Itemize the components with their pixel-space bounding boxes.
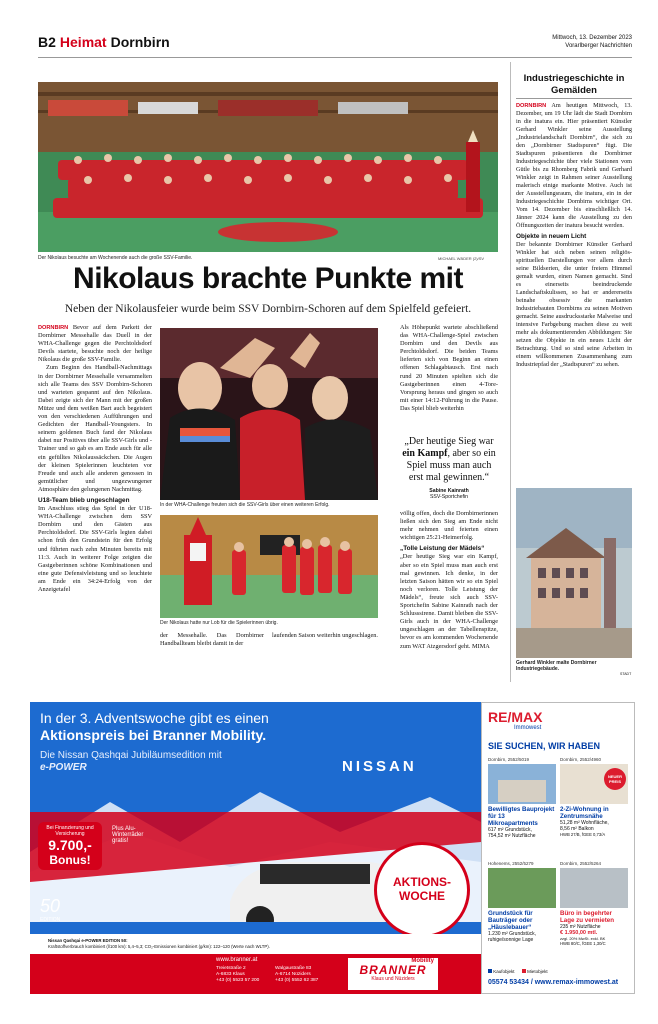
section-title <box>38 34 170 50</box>
listing-card[interactable]: Hohenems, 2552/5279 Grundstück für Bauträger oder „Häuslebauer“ 1.230 m² Grundstück, ruhige/sonnige Lage <box>488 861 556 943</box>
article-paragraph: Als Höhepunkt wartete abschließend das WHA-Challenge-Spiel zwischen Dornbirn und den Devils aus Perchtoldsdorf. Die beiden Teams lieferten sich von Beginn an einen offenen Schlagabtausch. Erst nach rund 20 Minuten spielten sich die Gastgeberinnen einen 4-Tore-Vorsprung heraus und gingen so auch mit einer 14:12-Führung in die Pause. Das Spiel blieb weiterhin <box>400 324 498 412</box>
listing-card[interactable]: Dornbirn, 2552/5019 Bewilligtes Bauprojekt für 13 Mikroapartments 617 m² Grundstück, 754,52 m² Nutzfläche <box>488 757 555 839</box>
remax-logo: RE/MAX Immowest <box>488 709 543 731</box>
article-subheading: „Tolle Leistung der Mädels“ <box>400 545 485 553</box>
dealer-address-1: Treietstraße 2 A-6833 Klaus +43 (0) 5523 57 200 <box>216 966 260 983</box>
anniversary-mark: 50 EDITION <box>40 896 61 923</box>
header-rule <box>38 57 632 58</box>
plus-offer: Plus Alu-Winterräder gratis! <box>112 826 144 844</box>
quote-author: Sabine Kainrath <box>429 488 469 494</box>
sidebar-painting <box>516 488 632 658</box>
photo-nikolaus <box>160 515 378 618</box>
sidebar-dateline: DORNBIRN <box>516 103 547 109</box>
remax-ad[interactable] <box>481 702 635 994</box>
dateline: DORNBIRN <box>38 325 69 331</box>
sidebar-paragraph: Der bekannte Dornbirner Künstler Gerhard Winkler hat sich neben seinen religiös-spirituellen Darstellungen vor allem durch seine Bildserien, die unter freiem Himmel gemalt wurden, einen Namen gemacht. Sind es einerseits beeindruckende Landschaftskulissen, so hat er andererseits beinahe obsessiv die markanten Industriebauten Dornbirns zu seinen Motiven gemacht. Seine ausdrucksstarke Malweise und intensive Farbgebung machen diese zu weit mehr als dokumentierenden Abbildungen: Sie setzen die Objekte in ein neues Licht der Betrachtung. Und so sind seine Arbeiten in einem willkommenen Zusammenhang zum Industriepfad der „Stadtspuren“ zu sehen. <box>516 241 632 368</box>
buy-legend-icon <box>488 969 492 973</box>
paper-name: Vorarlberger Nachrichten <box>565 43 632 49</box>
fine-print: Nissan Qashqai e-POWER EDITION 50: Kraftstoffverbrauch kombiniert (l/100 km): 5,4–5,3; CO₂-Emissionen kombiniert (g/km): 122–120 (Werte nach WLTP). <box>48 938 270 949</box>
subheadline: Neben der Nikolausfeier wurde beim SSV Dornbirn-Schoren auf dem Spielfeld gefeiert. <box>64 303 472 315</box>
main-photo <box>38 82 498 252</box>
rent-legend-icon <box>522 969 526 973</box>
article-column-4 <box>400 324 498 413</box>
new-price-badge: NEUER PREIS <box>604 768 626 790</box>
article-paragraph: laufenden Saison weiterhin ungeschlagen. <box>272 632 378 639</box>
page-number: B2 <box>38 34 56 50</box>
remax-heading: SIE SUCHEN, WIR HABEN <box>488 741 601 751</box>
aktionswoche-badge: AKTIONS- WOCHE <box>374 842 470 938</box>
sidebar-photo-credit: STADT <box>620 672 632 676</box>
listing-photo <box>488 868 556 908</box>
article-paragraph: Bevor auf dem Parkett der Dornbirner Messehalle das Duell in der WHA-Challenge gegen die Perchtoldsdorf Devils startete, besuchte noch der heilige Nikolaus die große SSV-Familie. <box>38 324 152 364</box>
sidebar-rule <box>510 62 511 682</box>
page-header <box>38 34 632 56</box>
sidebar-photo-caption: Gerhard Winkler malte Dornbirner Industriegebäude. <box>516 660 597 672</box>
article-paragraph: Im Anschluss stieg das Spiel in der U18-WHA-Challenge zwischen dem SSV Dornbirn und den Gästen aus Perchtoldsdorf. Die SSV-Girls legten dabei schon früh den Grundstein für den Erfolg und führten nach zehn Minuten bereits mit 11:3. Auch in weiterer Folge zeigten die Gastgeberinnen schöne Kombinationen und eine gute Defensivleistung und so leuchtete am Ende ein 34:24-Erfolg von der Anzeigetafel <box>38 505 152 593</box>
article-column-2 <box>160 632 264 648</box>
remax-contact[interactable]: 05574 53434 / www.remax-immowest.at <box>488 979 619 986</box>
listing-photo <box>560 868 628 908</box>
listing-card[interactable]: Dornbirn, 2552/4960 NEUER PREIS 2-Zi-Wohnung in Zentrumsnähe 51,28 m² Wohnfläche, 8,56 m² Balkon HWB 27/B, fGEE 0,73/A <box>560 757 628 837</box>
nissan-ad[interactable] <box>30 702 481 994</box>
pull-quote <box>400 436 498 500</box>
sidebar-title-rule <box>516 98 632 99</box>
nissan-logo: NISSAN <box>342 758 417 775</box>
quote-text: „Der heutige Sieg war ein Kampf, aber so ein Spiel muss man auch erst mal gewinnen.“ <box>402 436 496 483</box>
main-photo-group <box>38 82 498 252</box>
photo-celebration-group <box>160 328 378 500</box>
main-photo-caption: Der Nikolaus besuchte am Wochenende auch die große SSV-Familie. <box>38 255 193 261</box>
sidebar-subheading: Objekte in neuem Licht <box>516 233 587 240</box>
photo-nikolaus-caption: Der Nikolaus hatte nur Lob für die Spielerinnen übrig. <box>160 620 278 626</box>
photo-nikolaus-group <box>160 515 378 618</box>
sidebar-body <box>516 102 632 369</box>
article-paragraph: „Der heutige Sieg war ein Kampf, aber so ein Spiel muss man auch erst mal gewinnen. Ich denke, in der letzten Saison hätten wir so ein Spiel noch verloren. Tolle Leistung der Mädels“, freute sich auch SSV-Sportchefin Sabine Kainrath nach der Schlusssirene. Damit bleiben die SSV-Girls auch in der WHA-Challenge ungeschlagen an der Tabellenspitze, bevor es am kommenden Wochenende zum WAT Atzgersdorf geht. MIMA <box>400 553 498 650</box>
sidebar-photo-group <box>516 488 632 658</box>
header-meta <box>552 34 632 50</box>
section-name: Heimat <box>59 34 107 50</box>
article-paragraph: der Messehalle. Das Dornbirner Handballteam bleibt damit in der <box>160 632 264 648</box>
listing-photo <box>488 764 556 804</box>
ad-footer <box>30 934 481 994</box>
bonus-badge: Bei Finanzierung und Versicherung 9.700,- Bonus! <box>38 822 102 870</box>
dealer-url[interactable]: www.branner.at <box>216 957 258 963</box>
town-name: Dornbirn <box>110 34 170 50</box>
remax-legend: Kaufobjekt Mietobjekt <box>488 969 548 974</box>
photo-celebration-caption: In der WHA-Challenge freuten sich die SSV-Girls über einen weiteren Erfolg. <box>160 502 330 508</box>
branner-logo: Mobility BRANNER Klaus und Nüziders <box>348 958 438 990</box>
ad-contact-bar <box>30 954 481 994</box>
ad-subline: Die Nissan Qashqai Jubiläumsedition mit e-POWER <box>40 750 222 773</box>
sidebar-title: Industriegeschichte in Gemälden <box>523 73 625 96</box>
article-subheading: U18-Team blieb ungeschlagen <box>38 496 130 504</box>
article-column-4-continued <box>400 510 498 651</box>
photo-celebration <box>160 328 378 500</box>
headline: Nikolaus brachte Punkte mit <box>73 262 463 295</box>
article-paragraph: völlig offen, doch die Dornbirnerinnen ließen sich den Sieg am Ende nicht mehr nehmen und feierten einen wichtigen 25:21-Heimerfolg. <box>400 510 498 542</box>
article-paragraph: Zum Beginn des Handball-Nachmittags in der Dornbirner Messehalle versammelten sich alle Teams des SSV Dornbirn-Schoren und warteten gespannt auf den Nikolaus. Dabei zeigte sich der Mann mit der großen Mütze und dem weißen Bart auch begeistert von den verschiedenen Aufführungen und Gedichten der Handball-Youngsters. In seinem goldenen Buch fand der Nikolaus dabei nur Positives über alle SSV-Girls und -Trainer und so gab es am Ende auch für alle ein gefülltes Nikolaussäckchen. Die Augen der kleinen Spielerinnen leuchteten vor Freude und auch alle anderen genossen in gemütlicher und ungezwungener Atmosphäre den gelungenen Nachmittag. <box>38 364 152 493</box>
sidebar-paragraph: Am heutigen Mittwoch, 13. Dezember, um 19 Uhr lädt die Stadt Dornbirn in die inatura ein. Hier präsentiert Künstler Gerhard Winkler seine Ausstellung „Industrielandschaft Dornbirn“, die sich zu den „Dornbirner Stadtspuren“ fügt. Die Stadtspuren präsentieren die Dornbirner Industriegeschichte über viele Stationen vom Gütle bis zu Rhomberg Fabrik und Gerhard Winkler zeigt in Rahmen seiner Ausstellung malerisch einige markante Motive. Auch ist der Ausstellungsraum, die inatura, ein in der Industriegeschichte Dornbirns wichtiger Ort. Vom 14. Dezember bis einschließlich 14. Jänner 2024 kann die Ausstellung zu den Öffnungszeiten der inatura besucht werden. <box>516 102 632 229</box>
dealer-address-2: Walgaustraße 83 A-6714 Nüziders +43 (0) 5552 62 387 <box>275 966 319 983</box>
main-photo-credit: MICHAEL WÄDER (2)/SV <box>438 256 485 261</box>
quote-role: SSV-Sportchefin <box>429 494 469 500</box>
article-column-1 <box>38 324 152 674</box>
ad-headline: In der 3. Adventswoche gibt es einen Aktionspreis bei Branner Mobility. <box>40 710 269 743</box>
listing-photo <box>560 764 628 804</box>
issue-date: Mittwoch, 13. Dezember 2023 <box>552 35 632 41</box>
article-column-3 <box>272 632 378 640</box>
listing-card[interactable]: Dornbirn, 2552/5264 Büro in begehrter Lage zu vermieten 235 m² Nutzfläche € 1.950,00 mtl. zzgl. 20% MwSt. exkl. BK HWB 80/C, fGEE 1,30/C <box>560 861 628 946</box>
